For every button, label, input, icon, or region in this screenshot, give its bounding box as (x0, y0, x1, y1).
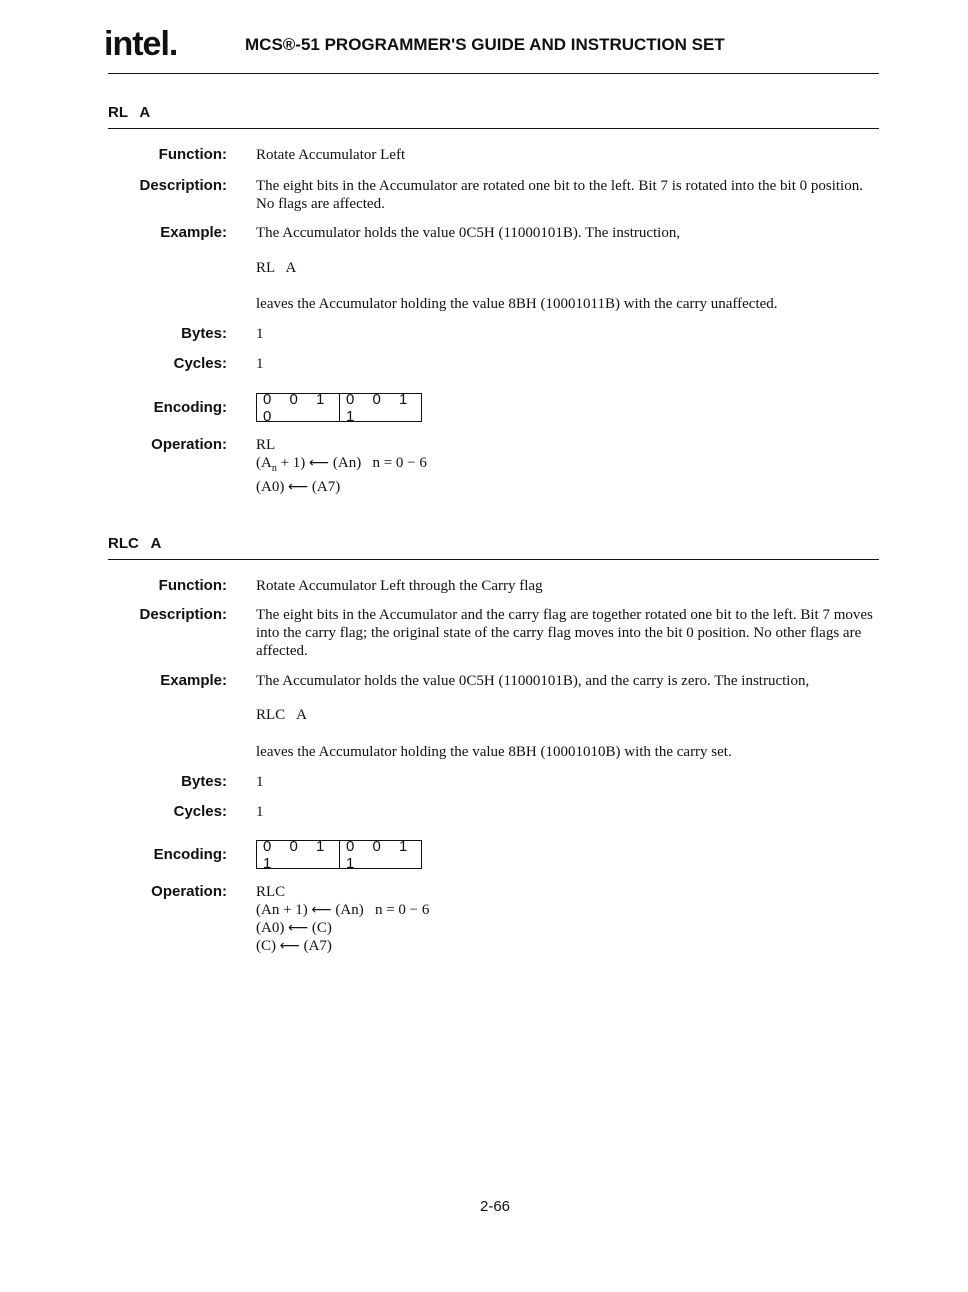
rl-description-text: The eight bits in the Accumulator are rotated one bit to the left. Bit 7 is rotated into the bit 0 position. No flags are affected. (256, 178, 863, 212)
rlc-operation-line3: (C) ⟵ (A7) (256, 938, 332, 954)
page-number: 2-66 (479, 1198, 511, 1215)
rl-encoding-low-nibble: 0 0 1 1 (339, 394, 421, 421)
rlc-encoding-box (256, 837, 422, 872)
rl-example-code: RL A (256, 260, 297, 276)
rl-encoding-high-nibble: 0 0 1 0 (263, 390, 332, 425)
rl-operation-label: Operation: (151, 436, 227, 453)
rlc-bytes-value: 1 (256, 774, 264, 790)
rlc-description-text: The eight bits in the Accumulator and the carry flag are together rotated one bit to the left. Bit 7 moves into the carry flag; the original state of the carry flag moves into the bit 0 position. No other flags are affected. (256, 607, 873, 659)
rlc-encoding-label: Encoding: (153, 846, 227, 863)
rl-encoding-box (256, 390, 422, 425)
rl-operation (256, 436, 427, 496)
rl-operation-line2: (A0) ⟵ (A7) (256, 479, 341, 495)
rlc-operation-name: RLC (256, 884, 286, 900)
rlc-operation-line1: (An + 1) ⟵ (An) n = 0 − 6 (256, 902, 430, 918)
rlc-bytes-label: Bytes: (181, 773, 227, 790)
rl-example-intro: The Accumulator holds the value 0C5H (11000101B). The instruction, (256, 225, 681, 241)
rl-cycles-value: 1 (256, 356, 264, 372)
rlc-example-result: leaves the Accumulator holding the value 8BH (10001010B) with the carry set. (256, 744, 732, 760)
rl-description-label: Description: (139, 177, 227, 194)
rlc-encoding-high-nibble: 0 0 1 1 (263, 837, 332, 872)
left-arrow-icon: ⟵ (279, 938, 300, 954)
rlc-operation-line2: (A0) ⟵ (C) (256, 920, 332, 936)
rl-operation-line1: $(A_n + 1)$ ⟵ (An) n = 0 − 6 (256, 455, 427, 474)
rl-example-label: Example: (160, 224, 227, 241)
page-title: MCS®-51 PROGRAMMER'S GUIDE AND INSTRUCTION SET (245, 35, 725, 54)
rlc-function-label: Function: (158, 577, 227, 594)
rlc-example-intro: The Accumulator holds the value 0C5H (11000101B), and the carry is zero. The instruction, (256, 673, 810, 689)
rl-heading: RL A (108, 104, 151, 121)
intel-logo: intel. (104, 25, 178, 63)
rlc-rule (108, 559, 879, 560)
rlc-example-label: Example: (160, 672, 227, 689)
rlc-description-label: Description: (139, 606, 227, 623)
rlc-heading: RLC A (108, 535, 162, 552)
rl-cycles-label: Cycles: (173, 355, 227, 372)
rlc-example-code: RLC A (256, 707, 307, 723)
rl-operation-name: RL (256, 437, 276, 453)
rl-function-text: Rotate Accumulator Left (256, 147, 406, 163)
header-rule (108, 73, 879, 74)
rl-rule (108, 128, 879, 129)
left-arrow-icon: ⟵ (288, 920, 309, 936)
rlc-operation-label: Operation: (151, 883, 227, 900)
rl-function-label: Function: (158, 146, 227, 163)
rl-bytes-value: 1 (256, 326, 264, 342)
rlc-operation (256, 883, 429, 955)
rlc-cycles-label: Cycles: (173, 803, 227, 820)
rlc-function-text: Rotate Accumulator Left through the Carry flag (256, 578, 543, 594)
rl-encoding-label: Encoding: (153, 399, 227, 416)
rl-example-result: leaves the Accumulator holding the value 8BH (10001011B) with the carry unaffected. (256, 296, 778, 312)
rlc-cycles-value: 1 (256, 804, 264, 820)
left-arrow-icon: ⟵ (288, 479, 309, 495)
rl-bytes-label: Bytes: (181, 325, 227, 342)
left-arrow-icon: ⟵ (309, 455, 330, 471)
left-arrow-icon: ⟵ (311, 902, 332, 918)
rlc-encoding-low-nibble: 0 0 1 1 (339, 841, 421, 868)
